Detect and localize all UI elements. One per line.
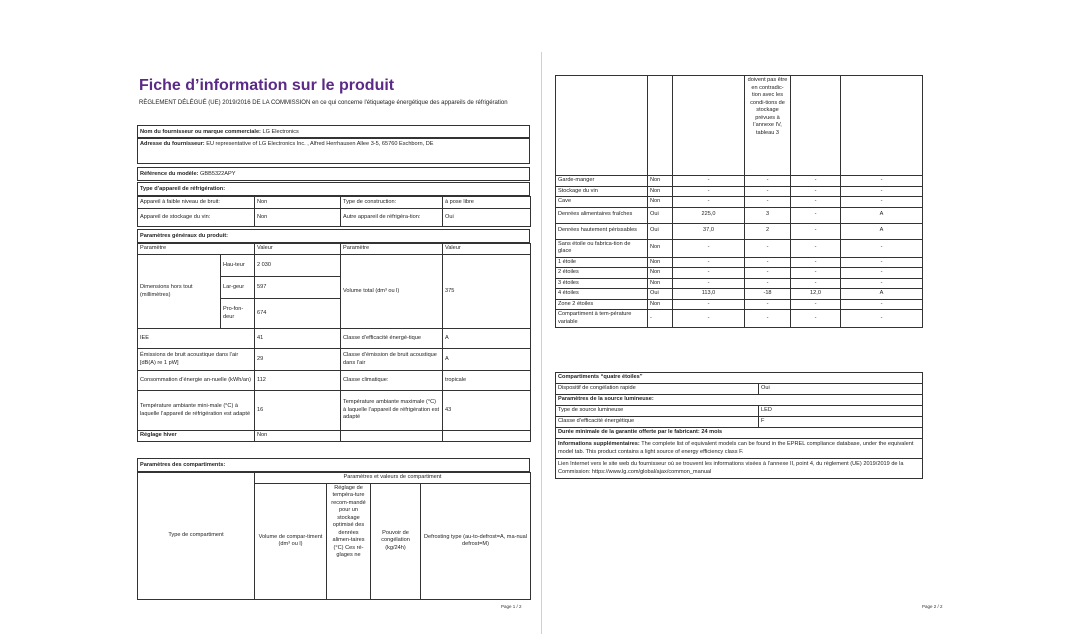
supplier-link-text: Lien Internet vers le site web du fournisseur où se trouvent les informations visées à l’annexe II, point 4, du règlement (UE) 2019/2019 de la Commission:	[558, 461, 904, 475]
compartment-params-table	[137, 472, 531, 600]
table-row	[556, 299, 923, 310]
column-header: Paramètre	[341, 244, 443, 255]
table-cell: A	[443, 349, 531, 371]
supplier-link-row	[556, 459, 923, 479]
table-cell: Température ambiante maximale (°C) à laquelle l’appareil de réfrigération est adapté	[341, 391, 443, 431]
compartment-freezing-header: Pouvoir de congélation (kg/24h)	[371, 483, 421, 599]
table-row	[556, 197, 923, 208]
volume-label: Volume total (dm³ ou l)	[341, 255, 443, 329]
table-cell: 41	[255, 329, 341, 349]
table-cell: Consommation d’énergie an-nuelle (kWh/an)	[138, 371, 255, 391]
compartment-defrost: -	[841, 257, 923, 268]
table-cell: Type de construction:	[341, 197, 443, 209]
table-row	[556, 76, 923, 176]
table-cell: Oui	[443, 209, 531, 227]
compartment-temperature: -	[745, 310, 791, 328]
regulation-subtitle: RÈGLEMENT DÉLÉGUÉ (UE) 2019/2016 DE LA COMMISSION en ce qui concerne l'étiquetage énergétique des appareils de réfrigération	[139, 100, 508, 106]
light-class-label: Classe d’efficacité énergétique	[556, 417, 759, 428]
volume-value: 375	[443, 255, 531, 329]
table-row	[556, 417, 923, 428]
compartment-values-table	[555, 75, 923, 328]
dimension-value: 674	[255, 299, 341, 329]
table-row	[556, 207, 923, 223]
compartment-name: Garde-manger	[556, 176, 648, 187]
compartment-name: Denrées alimentaires fraîches	[556, 207, 648, 223]
compartment-present: Non	[648, 197, 673, 208]
compartment-defrost: -	[841, 186, 923, 197]
supplier-link-url[interactable]: https://www.lg.com/global/ajax/common_manual	[591, 468, 712, 475]
winter-setting-value: Non	[255, 431, 341, 442]
compartment-setting-header: Réglage de tempéra-ture recom-mandé pour un stockage optimisé des denrées alimen-taires (°C) Ces ré-glages ne	[327, 483, 371, 599]
table-row	[138, 329, 531, 349]
compartment-freezing: -	[791, 310, 841, 328]
compartment-defrost: A	[841, 289, 923, 300]
compartment-temperature: -	[745, 239, 791, 257]
compartment-group-header: Paramètres et valeurs de compartiment	[255, 473, 531, 484]
table-cell: 112	[255, 371, 341, 391]
table-cell: A	[443, 329, 531, 349]
compartment-volume: -	[673, 310, 745, 328]
compartment-freezing: -	[791, 197, 841, 208]
compartment-volume-header: Volume de compar-timent (dm³ ou l)	[255, 483, 327, 599]
model-label: Référence du modèle:	[140, 171, 199, 177]
table-cell: Température ambiante mini-male (°C) à laquelle l’appareil de réfrigération est adapté	[138, 391, 255, 431]
light-type-value: LED	[759, 406, 923, 417]
table-cell	[443, 431, 531, 442]
table-row	[556, 439, 923, 459]
table-cell: Classe d’efficacité énergé-tique	[341, 329, 443, 349]
compartment-present: Non	[648, 268, 673, 279]
compartment-volume: -	[673, 268, 745, 279]
page-number: Page 2 / 2	[922, 604, 943, 609]
compartment-present: Non	[648, 278, 673, 289]
table-header-row	[138, 473, 531, 484]
compartment-defrost: -	[841, 239, 923, 257]
table-row	[138, 209, 531, 227]
model-value: GBB5322APY	[200, 171, 236, 177]
light-type-label: Type de source lumineuse	[556, 406, 759, 417]
compartment-freezing: -	[791, 299, 841, 310]
dimension-value: 597	[255, 277, 341, 299]
compartment-temperature: -18	[745, 289, 791, 300]
table-row	[556, 289, 923, 300]
compartment-freezing: -	[791, 257, 841, 268]
dimension-label: Lar-geur	[221, 277, 255, 299]
table-header-row	[138, 244, 531, 255]
table-cell: tropicale	[443, 371, 531, 391]
table-row	[556, 257, 923, 268]
table-cell	[556, 76, 648, 176]
table-cell: Non	[255, 209, 341, 227]
supplier-value: LG Electronics	[262, 129, 299, 135]
compartment-freezing: -	[791, 268, 841, 279]
compartment-present: Non	[648, 257, 673, 268]
compartment-present: Oui	[648, 289, 673, 300]
table-cell: Autre appareil de réfrigéra-tion:	[341, 209, 443, 227]
table-cell: IEE	[138, 329, 255, 349]
compartment-type-header: Type de compartiment	[138, 473, 255, 600]
document-page-2	[555, 75, 922, 500]
compartment-defrost: -	[841, 278, 923, 289]
compartment-present: Non	[648, 176, 673, 187]
dimension-value: 2 030	[255, 255, 341, 277]
page-divider	[541, 52, 542, 634]
compartment-defrost: -	[841, 299, 923, 310]
table-row	[556, 278, 923, 289]
general-params-table	[137, 243, 531, 442]
table-row	[138, 197, 531, 209]
table-row	[556, 239, 923, 257]
compartment-present: Oui	[648, 207, 673, 223]
compartment-freezing: -	[791, 207, 841, 223]
table-cell: 16	[255, 391, 341, 431]
table-cell	[673, 76, 745, 176]
compartment-temperature: -	[745, 186, 791, 197]
compartment-defrost: -	[841, 310, 923, 328]
general-params-header: Paramètres généraux du produit:	[137, 229, 530, 243]
compartment-temperature: -	[745, 257, 791, 268]
compartment-defrost: -	[841, 197, 923, 208]
compartment-volume: -	[673, 278, 745, 289]
compartment-volume: -	[673, 176, 745, 187]
compartment-temperature: 2	[745, 223, 791, 239]
table-row	[556, 384, 923, 395]
compartment-freezing: 12,0	[791, 289, 841, 300]
compartment-name: Stockage du vin	[556, 186, 648, 197]
compartment-volume: -	[673, 197, 745, 208]
compartment-name: 4 étoiles	[556, 289, 648, 300]
table-cell: Classe d’émission de bruit acoustique dans l’air	[341, 349, 443, 371]
dimension-label: Pro-fon-deur	[221, 299, 255, 329]
extra-info-label: Informations supplémentaires:	[558, 441, 640, 447]
warranty-row	[556, 428, 923, 439]
compartment-freezing: -	[791, 239, 841, 257]
compartment-defrost: -	[841, 176, 923, 187]
compartment-volume: 225,0	[673, 207, 745, 223]
extra-info-table	[555, 372, 923, 479]
compartment-present: Oui	[648, 223, 673, 239]
table-row	[556, 223, 923, 239]
supplier-label: Nom du fournisseur ou marque commerciale:	[140, 129, 261, 135]
winter-setting-label: Réglage hiver	[138, 431, 255, 442]
compartment-volume: -	[673, 239, 745, 257]
compartment-freezing: -	[791, 223, 841, 239]
four-star-header: Compartiments “quatre étoiles”	[556, 373, 923, 384]
column-header: Paramètre	[138, 244, 255, 255]
compartment-name: 3 étoiles	[556, 278, 648, 289]
model-row	[137, 167, 530, 181]
compartment-defrost: -	[841, 268, 923, 279]
quick-freeze-value: Oui	[759, 384, 923, 395]
compartment-name: 1 étoile	[556, 257, 648, 268]
warranty-value: 24 mois	[701, 429, 723, 436]
quick-freeze-label: Dispositif de congélation rapide	[556, 384, 759, 395]
compartment-defrost-header: Defrosting type (au-to-defrost=A, ma-nual defrost=M)	[421, 483, 531, 599]
table-row	[556, 395, 923, 406]
compartment-present: Non	[648, 299, 673, 310]
table-cell: Appareil de stockage du vin:	[138, 209, 255, 227]
compartment-volume: 113,0	[673, 289, 745, 300]
table-cell: Non	[255, 197, 341, 209]
light-class-value: F	[759, 417, 923, 428]
table-row	[556, 459, 923, 479]
document-page-1	[137, 75, 530, 602]
compartment-volume: -	[673, 299, 745, 310]
compartment-name: 2 étoiles	[556, 268, 648, 279]
compartment-name: Cave	[556, 197, 648, 208]
table-cell: Appareil à faible niveau de bruit:	[138, 197, 255, 209]
appliance-type-header: Type d’appareil de réfrigération:	[137, 182, 530, 196]
page-title: Fiche d’information sur le produit	[139, 77, 395, 94]
compartment-present: -	[648, 310, 673, 328]
compartment-temperature: -	[745, 268, 791, 279]
extra-info-row	[556, 439, 923, 459]
compartment-temperature: -	[745, 176, 791, 187]
address-label: Adresse du fournisseur:	[140, 141, 205, 147]
compartment-freezing: -	[791, 186, 841, 197]
table-row	[138, 371, 531, 391]
appliance-type-table	[137, 196, 531, 227]
compartment-volume: -	[673, 186, 745, 197]
table-cell	[648, 76, 673, 176]
compartment-temperature: -	[745, 197, 791, 208]
table-row	[556, 268, 923, 279]
compartment-temperature: 3	[745, 207, 791, 223]
compartment-name: Sans étoile ou fabrica-tion de glace	[556, 239, 648, 257]
table-row	[556, 176, 923, 187]
table-row	[556, 186, 923, 197]
compartment-defrost: A	[841, 223, 923, 239]
table-cell: Émissions de bruit acoustique dans l’air [dB(A) re 1 pW]	[138, 349, 255, 371]
table-cell: à pose libre	[443, 197, 531, 209]
compartment-name: Compartiment à tem-pérature variable	[556, 310, 648, 328]
table-row	[138, 431, 531, 442]
compartment-temperature: -	[745, 278, 791, 289]
table-row	[556, 406, 923, 417]
compartment-volume: -	[673, 257, 745, 268]
table-cell: 29	[255, 349, 341, 371]
table-cell: Classe climatique:	[341, 371, 443, 391]
table-cell	[841, 76, 923, 176]
address-row	[137, 137, 530, 164]
compartment-present: Non	[648, 186, 673, 197]
setting-header-continued: doivent pas être en contradic-tion avec les condi-tions de stockage prévues à l’annexe IV, tableau 3	[745, 76, 791, 176]
column-header: Valeur	[443, 244, 531, 255]
dimension-label: Hau-teur	[221, 255, 255, 277]
compartment-volume: 37,0	[673, 223, 745, 239]
warranty-label: Durée minimale de la garantie offerte par le fabricant:	[558, 429, 700, 436]
table-row	[138, 391, 531, 431]
compartment-name: Denrées hautement périssables	[556, 223, 648, 239]
compartment-freezing: -	[791, 176, 841, 187]
address-value: EU representative of LG Electronics Inc. , Alfred Herrhausen Allee 3-5, 65760 Eschborn, DE	[206, 141, 434, 147]
dimensions-label: Dimensions hors tout (millimètres)	[138, 255, 221, 329]
column-header: Valeur	[255, 244, 341, 255]
compartment-present: Non	[648, 239, 673, 257]
compartment-defrost: A	[841, 207, 923, 223]
table-cell	[341, 431, 443, 442]
compartment-freezing: -	[791, 278, 841, 289]
table-cell	[791, 76, 841, 176]
page-number: Page 1 / 2	[501, 604, 522, 609]
compartment-name: Zone 2 étoiles	[556, 299, 648, 310]
table-row	[556, 428, 923, 439]
table-cell: 43	[443, 391, 531, 431]
table-row	[138, 255, 531, 277]
table-row	[556, 310, 923, 328]
compartment-temperature: -	[745, 299, 791, 310]
compartments-header: Paramètres des compartiments:	[137, 458, 530, 472]
table-row	[138, 349, 531, 371]
extra-info-value: The complete list of equivalent models can be found in the EPREL compliance database, under the equivalent model tab. This product contains a light source of energy efficiency class F.	[558, 441, 914, 455]
light-source-header: Paramètres de la source lumineuse:	[556, 395, 923, 406]
table-row	[556, 373, 923, 384]
